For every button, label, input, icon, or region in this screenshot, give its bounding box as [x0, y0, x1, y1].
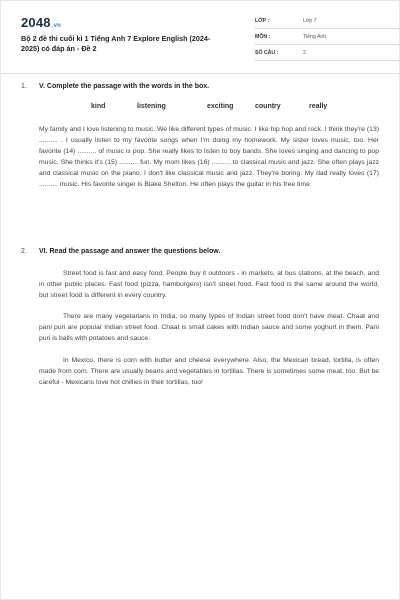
passage-paragraph: Street food is fast and easy food. People buy it outdoors - in markets, at bus stations, at the beach, and in other public places. Fast food (pizza, hamburgers) isn't street food. Fast food is the same around the world, but street food is different in every country. [39, 270, 379, 300]
meta-row-subject [255, 31, 400, 45]
meta-row-class [255, 15, 400, 29]
question-number: 1. [21, 83, 27, 90]
site-logo[interactable] [21, 15, 61, 30]
header-divider [1, 73, 400, 74]
meta-row-question-count [255, 47, 400, 61]
question-2 [21, 248, 381, 448]
meta-label: LỚP : [255, 18, 270, 24]
question-1 [21, 83, 381, 233]
passage-paragraph: My family and I love listening to music. We like different types of music. I like hip hop and rock. I think they're (13) .......... . I usually listen to my favorite songs when I'm doing my homework. My sister loves music, too. Her favorite (14) .......... of music is pop. She really likes to listen to boy bands. She loves singing and dancing to pop music. She thinks it's (15) .......... fun. My mom likes (16) .......... to classical music and jazz. She often plays jazz and classical music on the piano. I don't like classical music and jazz. They're boring. My dad really loves (17) .......... music. His favorite singer is Blake Shelton. He often plays the guitar in his free time. [39, 126, 379, 189]
passage-text [39, 124, 379, 201]
meta-label: SỐ CÂU : [255, 50, 279, 56]
meta-value: Lớp 7 [303, 18, 317, 24]
document-meta [255, 15, 400, 63]
meta-value: Tiếng Anh [303, 34, 327, 40]
document-header [21, 15, 381, 63]
document-title: Bộ 2 đề thi cuối kì 1 Tiếng Anh 7 Explore English (2024-2025) có đáp án - Đề 2 [21, 34, 211, 53]
logo-suffix: .vn [51, 23, 62, 29]
question-title: VI. Read the passage and answer the questions below. [39, 248, 221, 255]
word-box-item: really [309, 103, 328, 110]
word-box-item: kind [91, 103, 106, 110]
passage-paragraph: In Mexico, there is corn with butter and cheese everywhere. Also, the Mexican bread, tortilla, is often made from corn. There are usually beans and vegetables in tortillas. There is sometimes some meat, too. But be careful - Mexicans love hot chillies in their tortillas, too! [39, 356, 379, 386]
word-box-item: exciting [207, 103, 234, 110]
meta-value: 2 [303, 50, 306, 56]
word-box [39, 103, 379, 115]
logo-text: 2048 [21, 15, 51, 30]
word-box-item: country [255, 103, 281, 110]
passage-text [39, 268, 379, 398]
passage-paragraph: There are many vegetarians in India, so many types of Indian street food don't have meat. Chaat and pani puri are popular Indian street food. Chaat is small cakes with Indian sauce and some yoghurt in them. Pani puri is balls with potatoes and sauce. [39, 313, 379, 343]
question-title: V. Complete the passage with the words in the box. [39, 83, 210, 90]
meta-label: MÔN : [255, 34, 271, 40]
question-number: 2. [21, 248, 27, 255]
word-box-item: listening [137, 103, 166, 110]
